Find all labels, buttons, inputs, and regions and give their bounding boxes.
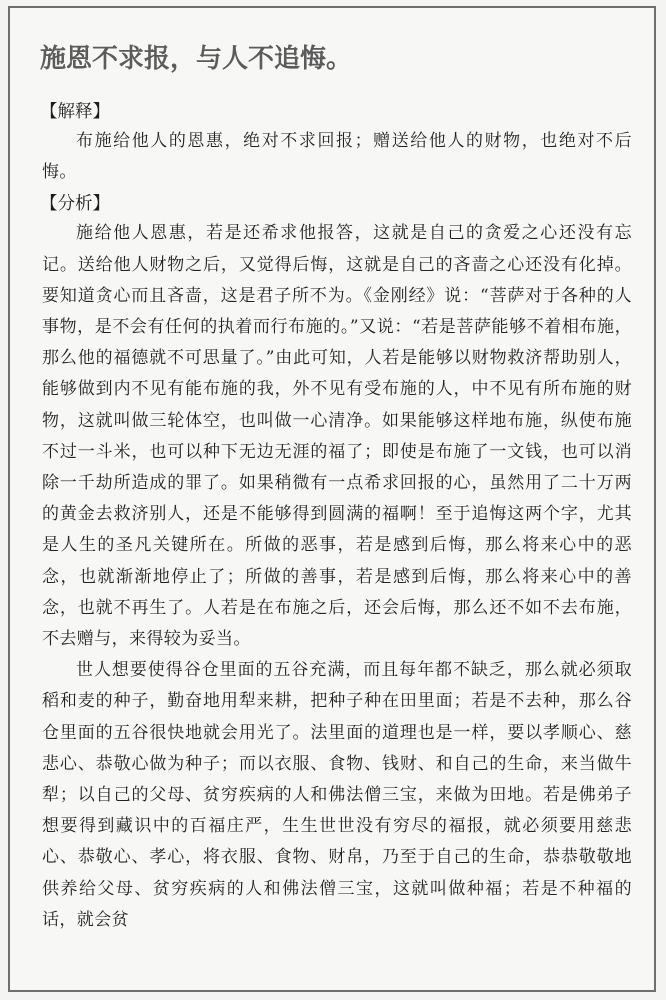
analysis-label: 【分析】 bbox=[40, 194, 110, 215]
page-body bbox=[42, 98, 632, 936]
page-title: 施恩不求报，与人不追悔。 bbox=[40, 44, 353, 74]
explanation-text: 布施给他人的恩惠，绝对不求回报；赠送给他人的财物，也绝对不后悔。 bbox=[42, 131, 632, 183]
analysis-paragraph-2: 世人想要使得谷仓里面的五谷充满，而且每年都不缺乏，那么就必须取稻和麦的种子，勤奋地用犁来耕，把种子种在田里面；若是不去种，那么谷仓里面的五谷很快地就会用光了。法里面的道理也是一样，要以孝顺心、慈悲心、恭敬心做为种子；而以衣服、食物、钱财、和自己的生命，来当做牛犁；以自己的父母、贫穷疾病的人和佛法僧三宝，来做为田地。若是佛弟子想要得到藏识中的百福庄严，生生世世没有穷尽的福报，就必须要用慈悲心、恭敬心、孝心，将衣服、食物、财帛，乃至于自己的生命，恭恭敬敬地供养给父母、贫穷疾病的人和佛法僧三宝，这就叫做种福；若是不种福的话，就会贫 bbox=[42, 660, 632, 930]
book-page bbox=[8, 6, 656, 992]
explanation-label: 【解释】 bbox=[40, 102, 110, 122]
analysis-paragraph-1: 施给他人恩惠，若是还希求他报答，这就是自己的贪爱之心还没有忘记。送给他人财物之后，又觉得后悔，这就是自己的吝啬之心还没有化掉。要知道贪心而且吝啬，这是君子所不为。《金刚经》说：“菩萨对于各种的人事物，是不会有任何的执着而行布施的。”又说：“若是菩萨能够不着相布施，那么他的福德就不可思量了。”由此可知，人若是能够以财物救济帮助别人，能够做到内不见有能布施的我，外不见有受布施的人，中不见有所布施的财物，这就叫做三轮体空，也叫做一心清净。如果能够这样地布施，纵使布施不过一斗米，也可以种下无边无涯的福了；即使是布施了一文钱，也可以消除一千劫所造成的罪了。如果稍微有一点希求回报的心，虽然用了二十万两的黄金去救济别人，还是不能够得到圆满的福啊！至于追悔这两个字，尤其是人生的圣凡关键所在。所做的恶事，若是感到后悔，那么将来心中的恶念，也就渐渐地停止了；所做的善事，若是感到后悔，那么将来心中的善念，也就不再生了。人若是在布施之后，还会后悔，那么还不如不去布施，不去赠与，来得较为妥当。 bbox=[42, 223, 632, 650]
